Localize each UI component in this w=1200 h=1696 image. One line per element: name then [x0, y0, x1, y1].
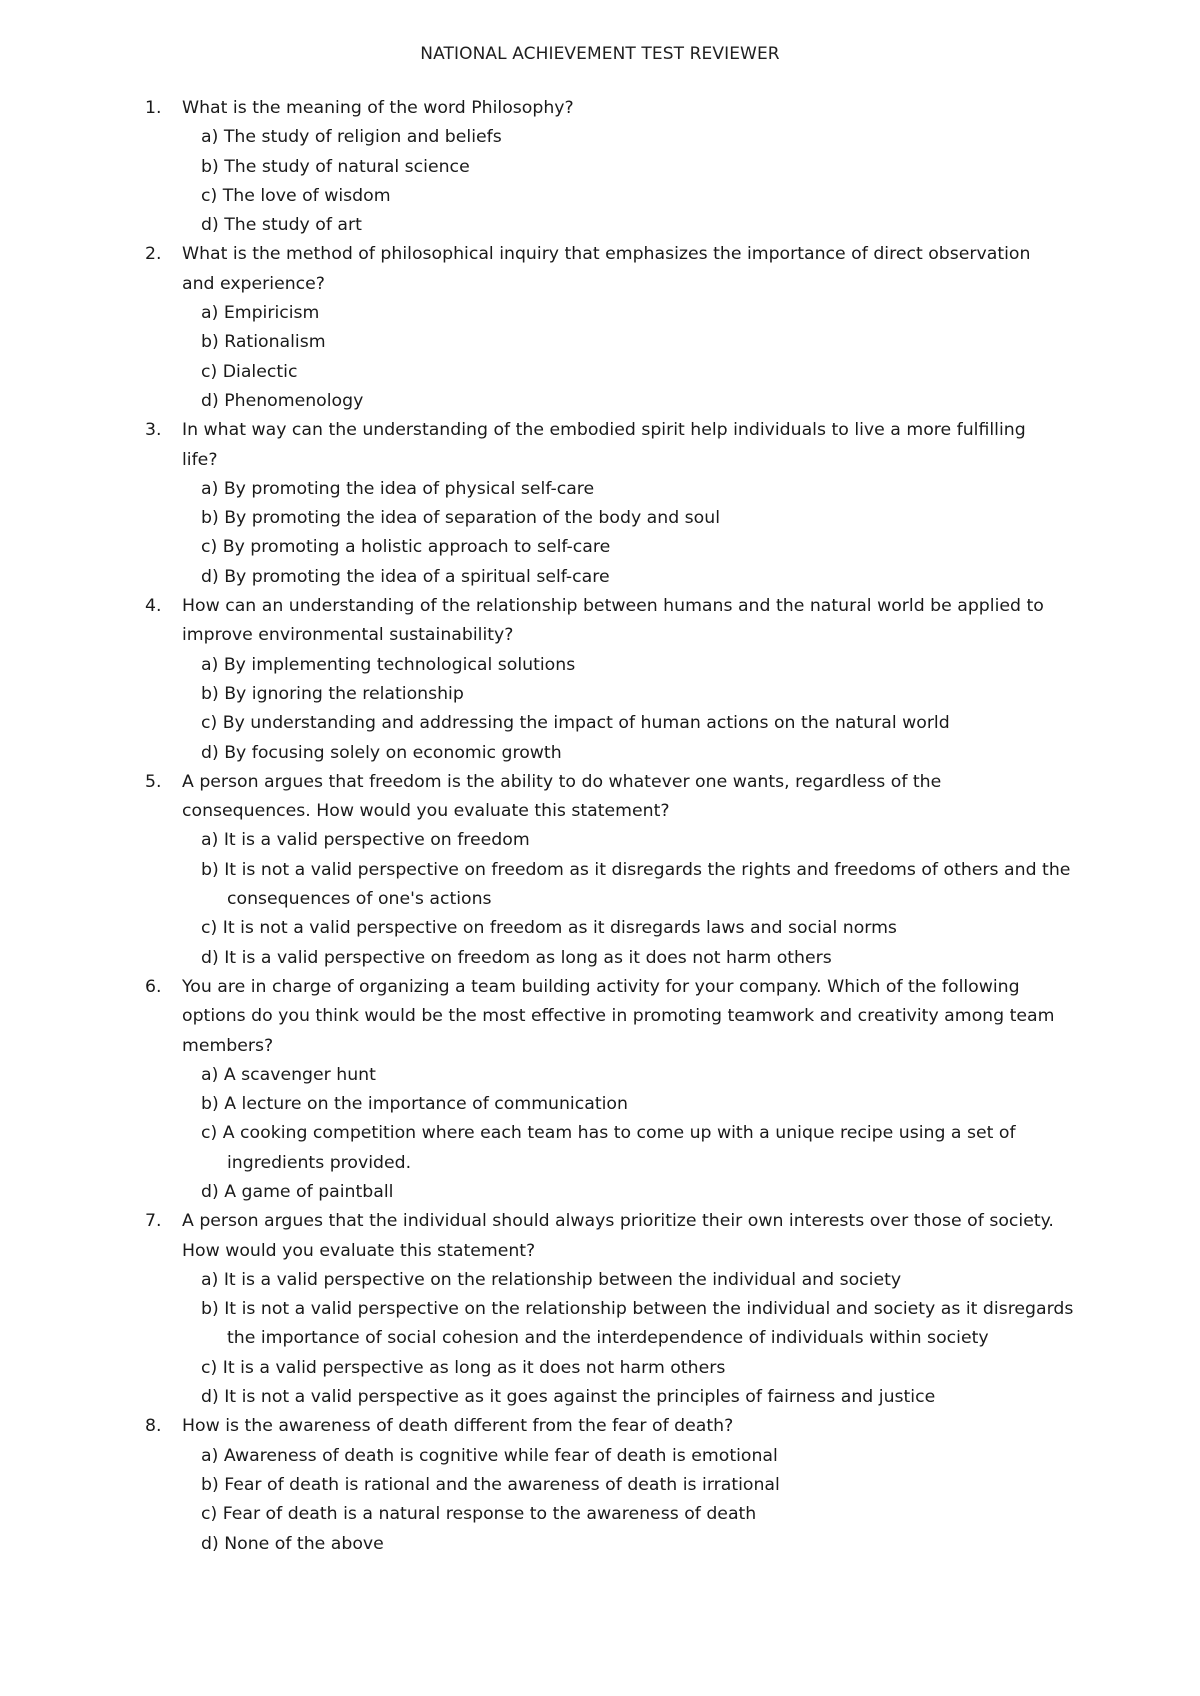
answer-choice: a) By promoting the idea of physical self-care — [201, 478, 595, 499]
answer-choice: b) It is not a valid perspective on the relationship between the individual and society as it disregards the importance of social cohesion and the interdependence of individuals within society — [201, 1299, 1074, 1349]
choice-list — [0, 826, 1200, 972]
question-item — [0, 240, 1200, 416]
answer-choice: b) It is not a valid perspective on freedom as it disregards the rights and freedoms of others and the consequences of one's actions — [201, 859, 1071, 910]
choice-list — [0, 651, 1200, 768]
choice-list — [0, 123, 1200, 240]
document-title: NATIONAL ACHIEVEMENT TEST REVIEWER — [420, 44, 780, 64]
choice-list — [0, 1061, 1200, 1207]
answer-choice: c) It is not a valid perspective on freedom as it disregards laws and social norms — [201, 918, 897, 939]
question-list — [0, 94, 1200, 1559]
question-text: A person argues that the individual should always prioritize their own interests over those of society. How would you evaluate this statement? — [182, 1211, 1054, 1261]
answer-choice: d) The study of art — [201, 215, 362, 236]
choice-list — [0, 1266, 1200, 1412]
question-text: What is the method of philosophical inquiry that emphasizes the importance of direct observation and experience? — [182, 244, 1031, 294]
answer-choice: d) By focusing solely on economic growth — [201, 742, 562, 763]
answer-choice: b) The study of natural science — [201, 156, 470, 177]
question-number: 6. — [145, 976, 162, 997]
answer-choice: a) Empiricism — [201, 303, 320, 324]
question-item — [0, 1412, 1200, 1558]
question-text: A person argues that freedom is the ability to do whatever one wants, regardless of the consequences. How would you evaluate this statement? — [182, 771, 942, 822]
answer-choice: b) By ignoring the relationship — [201, 683, 464, 704]
question-item — [0, 94, 1200, 240]
choice-list — [0, 299, 1200, 416]
answer-choice: c) The love of wisdom — [201, 185, 391, 206]
answer-choice: d) None of the above — [201, 1533, 384, 1554]
question-item — [0, 592, 1200, 768]
question-number: 1. — [145, 98, 162, 118]
answer-choice: d) It is a valid perspective on freedom as long as it does not harm others — [201, 947, 832, 968]
question-item — [0, 768, 1200, 973]
question-text: How is the awareness of death different from the fear of death? — [182, 1416, 734, 1437]
answer-choice: d) A game of paintball — [201, 1181, 394, 1202]
question-text: What is the meaning of the word Philosophy? — [182, 98, 574, 118]
answer-choice: c) A cooking competition where each team has to come up with a unique recipe using a set of ingredients provided. — [201, 1123, 1016, 1173]
answer-choice: b) A lecture on the importance of communication — [201, 1094, 628, 1115]
answer-choice: c) Fear of death is a natural response to the awareness of death — [201, 1504, 757, 1525]
question-item — [0, 416, 1200, 592]
answer-choice: a) It is a valid perspective on freedom — [201, 830, 530, 851]
answer-choice: d) It is not a valid perspective as it goes against the principles of fairness and justice — [201, 1387, 936, 1408]
answer-choice: c) It is a valid perspective as long as it does not harm others — [201, 1357, 726, 1378]
question-item — [0, 1207, 1200, 1412]
answer-choice: c) By understanding and addressing the impact of human actions on the natural world — [201, 713, 950, 734]
answer-choice: a) By implementing technological solutions — [201, 654, 576, 675]
choice-list — [0, 475, 1200, 592]
question-number: 8. — [145, 1416, 162, 1437]
choice-list — [0, 1442, 1200, 1559]
answer-choice: d) By promoting the idea of a spiritual self-care — [201, 566, 610, 587]
answer-choice: a) Awareness of death is cognitive while fear of death is emotional — [201, 1445, 778, 1466]
question-number: 7. — [145, 1211, 162, 1232]
answer-choice: a) The study of religion and beliefs — [201, 127, 502, 148]
question-number: 4. — [145, 596, 162, 617]
answer-choice: b) Fear of death is rational and the awareness of death is irrational — [201, 1474, 780, 1495]
answer-choice: c) By promoting a holistic approach to self-care — [201, 537, 611, 558]
answer-choice: a) It is a valid perspective on the relationship between the individual and society — [201, 1269, 902, 1290]
question-text: You are in charge of organizing a team building activity for your company. Which of the following options do you think would be the most effective in promoting teamwork and creativity among team members? — [182, 976, 1055, 1056]
answer-choice: a) A scavenger hunt — [201, 1064, 376, 1085]
answer-choice: c) Dialectic — [201, 361, 298, 382]
answer-choice: b) By promoting the idea of separation of the body and soul — [201, 508, 720, 529]
question-number: 3. — [145, 420, 162, 441]
question-text: In what way can the understanding of the embodied spirit help individuals to live a more fulfilling life? — [182, 420, 1026, 470]
question-item — [0, 973, 1200, 1207]
answer-choice: b) Rationalism — [201, 332, 326, 353]
question-number: 2. — [145, 244, 162, 265]
answer-choice: d) Phenomenology — [201, 390, 364, 411]
question-text: How can an understanding of the relationship between humans and the natural world be applied to improve environmental sustainability? — [182, 596, 1044, 646]
question-number: 5. — [145, 771, 162, 792]
